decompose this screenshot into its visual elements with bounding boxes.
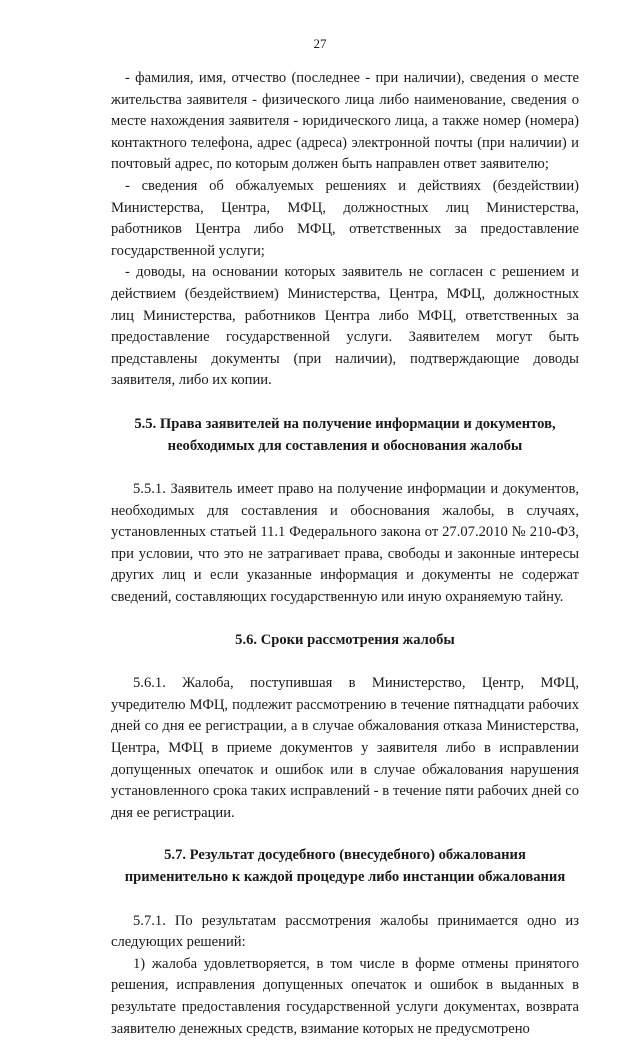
page-number: 27 — [313, 36, 327, 51]
heading-5-5: 5.5. Права заявителей на получение информации и документов, необходимых для составления и обоснования жалобы — [134, 415, 556, 454]
bullet-full-name: - фамилия, имя, отчество (последнее - при наличии), сведения о месте жительства заявителя - физического лица либо наименование, сведения о месте нахождения заявителя - юридического лица, а также номер (номера) контактного телефона, адрес (адреса) электронной почты (при наличии) и почтовый адрес, по которым должен быть направлен ответ заявителю; — [111, 70, 579, 173]
heading-5-6: 5.6. Сроки рассмотрения жалобы — [235, 631, 455, 648]
para-5-5-1: 5.5.1. Заявитель имеет право на получение информации и документов, необходимых для составления и обоснования жалобы, в случаях, установленных статьей 11.1 Федерального закона от 27.07.2010 № 210-ФЗ, при условии, что это не затрагивает права, свободы и законные интересы других лиц и если указанные информация и документы не содержат сведений, составляющих государственную или иную охраняемую тайну. — [111, 481, 579, 606]
spacer — [111, 457, 579, 479]
document-body — [111, 68, 579, 1040]
para-5-6-1: 5.6.1. Жалоба, поступившая в Министерство, Центр, МФЦ, учредителю МФЦ, подлежит рассмотрению в течение пятнадцати рабочих дней со дня ее регистрации, а в случае обжалования отказа Министерства, Центра, МФЦ в приеме документов у заявителя либо в исправлении допущенных опечаток и ошибок или в случае обжалования нарушения установленного срока таких исправлений - в течение пяти рабочих дней со дня ее регистрации. — [111, 675, 579, 821]
para-5-7-1: 5.7.1. По результатам рассмотрения жалобы принимается одно из следующих решений: — [111, 912, 579, 951]
spacer — [111, 824, 579, 845]
spacer — [111, 889, 579, 911]
bullet-appealed-decisions: - сведения об обжалуемых решениях и действиях (бездействии) Министерства, Центра, МФЦ, должностных лиц Министерства, работников Центра либо МФЦ, ответственных за предоставление государственной услуги; — [111, 177, 579, 259]
spacer — [111, 392, 579, 414]
spacer — [111, 609, 579, 630]
bullet-arguments: - доводы, на основании которых заявитель не согласен с решением и действием (бездействием) Министерства, Центра, МФЦ, должностных лиц Министерства, работников Центра либо МФЦ, ответственных за предоставление государственной услуги. Заявителем могут быть представлены документы (при наличии), подтверждающие доводы заявителя, либо их копии. — [111, 264, 579, 389]
spacer — [111, 651, 579, 673]
para-5-7-1-item-1: 1) жалоба удовлетворяется, в том числе в форме отмены принятого решения, исправления допущенных опечаток и ошибок в выданных в результате предоставления государственной услуги документах, возврата заявителю денежных средств, взимание которых не предусмотрено — [111, 955, 579, 1037]
heading-5-7: 5.7. Результат досудебного (внесудебного) обжалования применительно к каждой процедуре либо инстанции обжалования — [124, 847, 566, 885]
